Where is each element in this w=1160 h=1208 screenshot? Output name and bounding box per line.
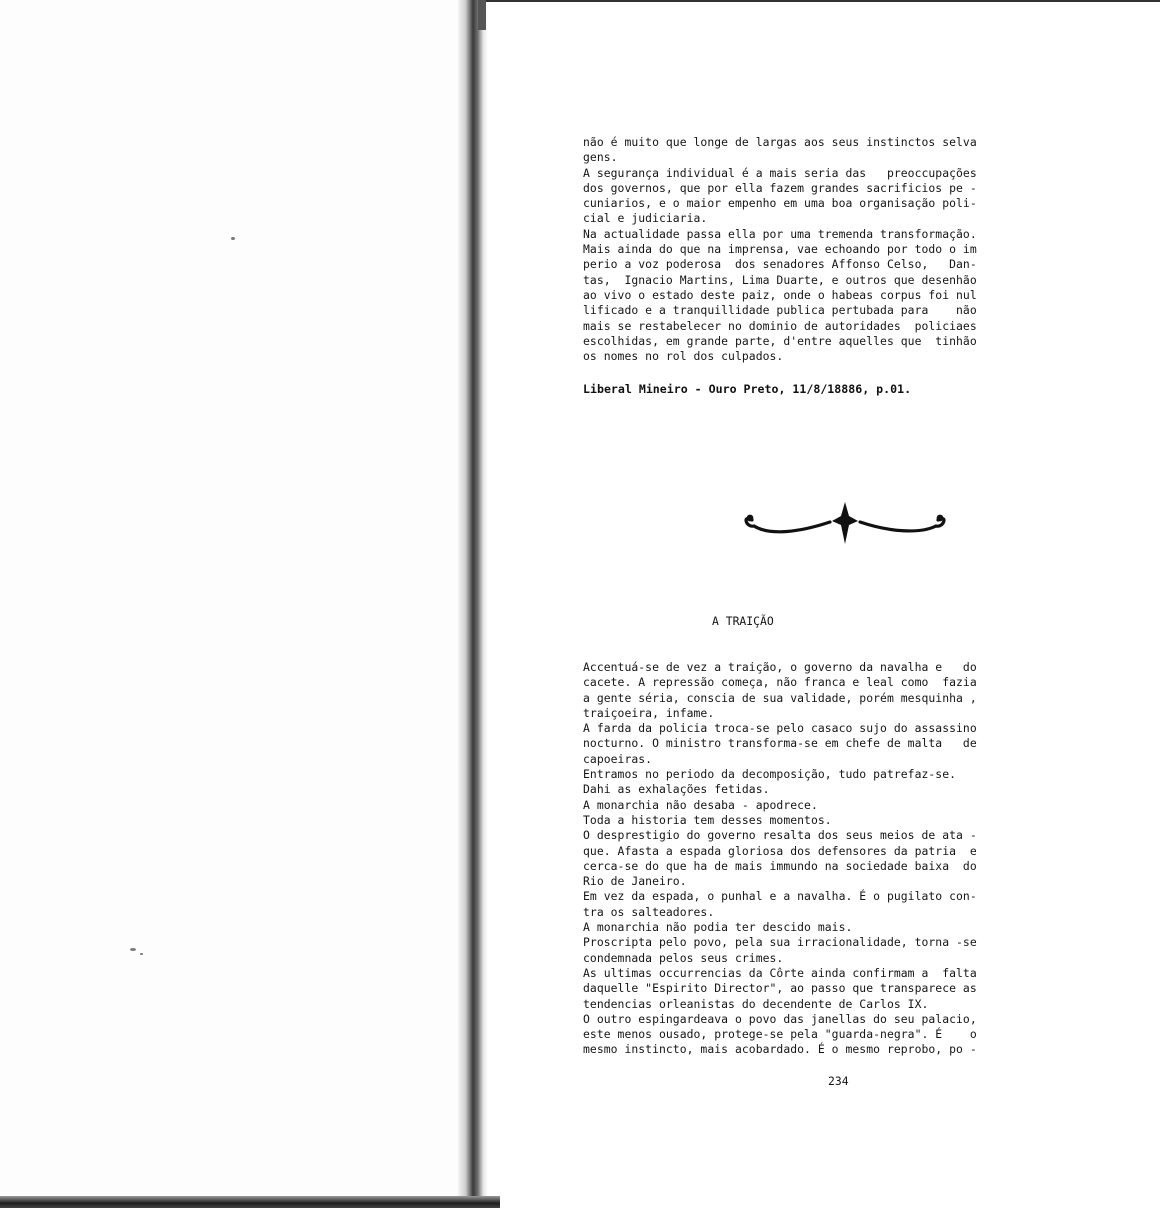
scroll-flourish-ornament-icon: [740, 498, 950, 548]
text-line: escolhidas, em grande parte, d'entre aquelles que tinhão: [583, 333, 977, 348]
text-line: Em vez da espada, o punhal e a navalha. É o pugilato con-: [583, 889, 977, 904]
text-line: os nomes no rol dos culpados.: [583, 349, 784, 364]
text-line: cuniarios, e o maior empenho em uma boa organisação poli-: [583, 196, 977, 211]
right-text-page: [488, 2, 1160, 1208]
page-bottom-edge: [0, 1196, 500, 1208]
text-line: que. Afasta a espada gloriosa dos defensores da patria e: [583, 843, 977, 858]
main-article-text: [583, 660, 1083, 1058]
text-line: Proscripta pelo povo, pela sua irracionalidade, torna -se: [583, 935, 977, 950]
text-line: daquelle "Espirito Director", ao passo que transparece as: [583, 981, 977, 996]
text-line: As ultimas occurrencias da Côrte ainda confirmam a falta: [583, 965, 977, 980]
text-line: cial e judiciaria.: [583, 211, 708, 226]
text-line: a gente séria, conscia de sua validade, porém mesquinha ,: [583, 690, 977, 705]
text-line: Entramos no periodo da decomposição, tudo patrefaz-se.: [583, 767, 957, 782]
text-line: O outro espingardeava o povo das janellas do seu palacio,: [583, 1011, 977, 1026]
text-line: O desprestigio do governo resalta dos seus meios de ata -: [583, 828, 977, 843]
dust-speck: [140, 953, 143, 955]
text-line: Toda a historia tem desses momentos.: [583, 812, 832, 827]
text-line: dos governos, que por ella fazem grandes sacrificios pe -: [583, 180, 977, 195]
text-line: perio a voz poderosa dos senadores Affonso Celso, Dan-: [583, 257, 977, 272]
text-line: condemnada pelos seus crimes.: [583, 950, 784, 965]
text-line: nocturno. O ministro transforma-se em chefe de malta de: [583, 736, 977, 751]
text-line: A monarchia não podia ter descido mais.: [583, 920, 853, 935]
text-line: A farda da policia troca-se pelo casaco sujo do assassino: [583, 721, 977, 736]
text-line: Rio de Janeiro.: [583, 874, 687, 889]
text-line: ao vivo o estado deste paiz, onde o habeas corpus foi nul: [583, 287, 977, 302]
text-line: mais se restabelecer no dominio de autoridades policiaes: [583, 318, 977, 333]
text-line: Dahi as exhalações fetidas.: [583, 782, 770, 797]
dust-speck: [130, 948, 136, 951]
text-line: tendencias orleanistas do decendente de Carlos IX.: [583, 996, 929, 1011]
text-line: este menos ousado, protege-se pela "guarda-negra". É o: [583, 1027, 977, 1042]
page-number: 234: [828, 1074, 849, 1088]
text-line: Mais ainda do que na imprensa, vae echoando por todo o im: [583, 242, 977, 257]
text-line: A monarchia não desaba - apodrece.: [583, 797, 818, 812]
text-line: gens.: [583, 150, 618, 165]
book-spine-shadow: [458, 0, 488, 1208]
text-line: tas, Ignacio Martins, Lima Duarte, e outros que desenhão: [583, 272, 977, 287]
text-line: capoeiras.: [583, 751, 653, 766]
spine-top-mark: [478, 0, 486, 30]
left-blank-page: [0, 0, 460, 1195]
text-line: tra os salteadores.: [583, 904, 715, 919]
text-line: mesmo instincto, mais acobardado. É o mesmo reprobo, po -: [583, 1042, 977, 1057]
text-line: A segurança individual é a mais seria das preoccupações: [583, 165, 977, 180]
text-line: traiçoeira, infame.: [583, 705, 715, 720]
text-line: não é muito que longe de largas aos seus instinctos selva: [583, 135, 977, 149]
dust-speck: [231, 237, 235, 240]
text-line: cerca-se do que ha de mais immundo na sociedade baixa do: [583, 858, 977, 873]
top-article-text: [583, 135, 1083, 364]
text-line: Accentuá-se de vez a traição, o governo da navalha e do: [583, 660, 977, 674]
section-title: A TRAIÇÃO: [712, 614, 774, 628]
source-citation: Liberal Mineiro - Ouro Preto, 11/8/18886, p.01.: [583, 382, 912, 396]
text-line: Na actualidade passa ella por uma tremenda transformação.: [583, 226, 977, 241]
text-line: cacete. A repressão começa, não franca e leal como fazia: [583, 675, 977, 690]
text-line: lificado e a tranquillidade publica pertubada para não: [583, 303, 977, 318]
